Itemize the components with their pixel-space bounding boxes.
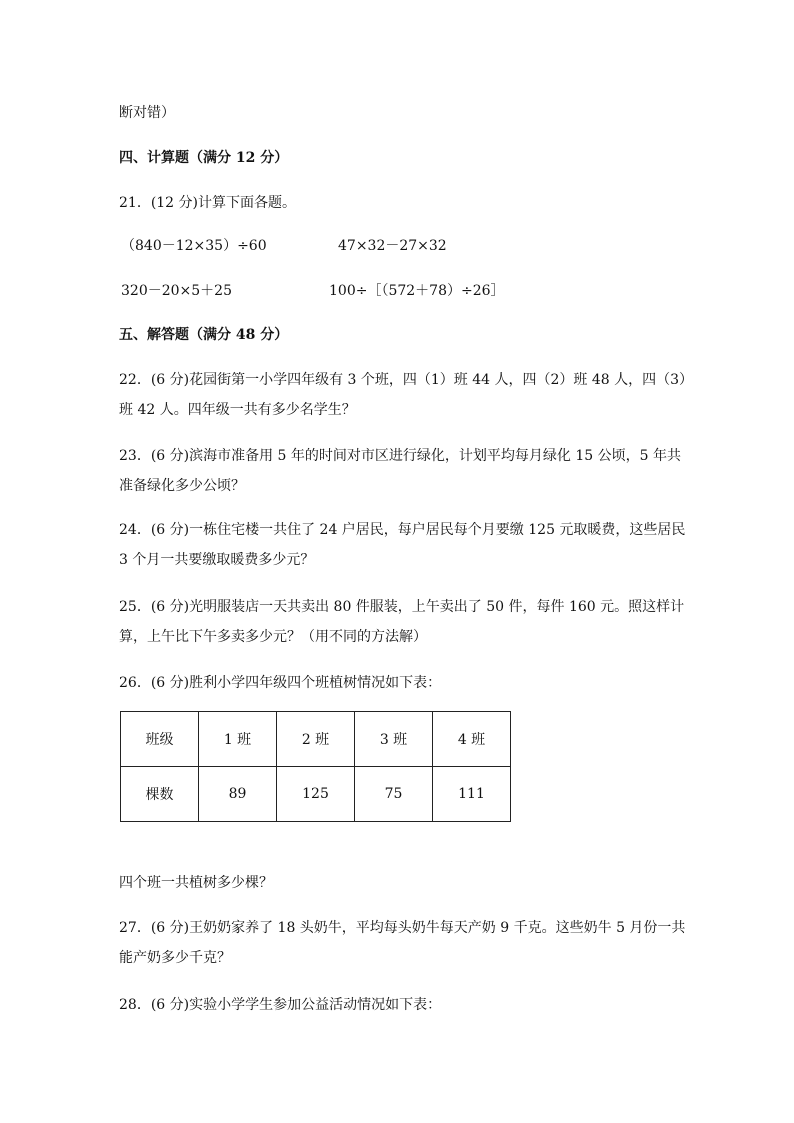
table-row — [121, 767, 511, 822]
q25-line1: 25．(6 分)光明服装店一天共卖出 80 件服装，上午卖出了 50 件，每件 160 元。照这样计 — [119, 599, 685, 615]
table-cell: 111 — [433, 767, 511, 822]
section5-heading: 五、解答题（满分 48 分） — [119, 327, 289, 343]
table-header-cell: 4 班 — [433, 712, 511, 767]
table-header-cell: 班级 — [121, 712, 199, 767]
q21-expression-1: （840－12×35）÷60 — [121, 238, 267, 254]
section4-heading: 四、计算题（满分 12 分） — [119, 150, 289, 166]
table-cell: 89 — [199, 767, 277, 822]
q27-line2: 能产奶多少千克？ — [119, 950, 231, 966]
q26-prompt: 26．(6 分)胜利小学四年级四个班植树情况如下表： — [119, 675, 442, 691]
table-header-cell: 2 班 — [277, 712, 355, 767]
table-cell: 75 — [355, 767, 433, 822]
q21-prompt: 21．(12 分)计算下面各题。 — [119, 195, 297, 211]
q28-prompt: 28．(6 分)实验小学学生参加公益活动情况如下表： — [119, 997, 442, 1013]
table-cell: 棵数 — [121, 767, 199, 822]
q23-line2: 准备绿化多少公顷？ — [119, 478, 245, 494]
q25-line2: 算，上午比下午多卖多少元？（用不同的方法解） — [119, 629, 427, 645]
q22-line1: 22．(6 分)花园街第一小学四年级有 3 个班，四（1）班 44 人，四（2）班 48 人，四（3） — [119, 372, 694, 388]
q24-line1: 24．(6 分)一栋住宅楼一共住了 24 户居民，每户居民每个月要缴 125 元取暖费，这些居民 — [119, 522, 686, 538]
table-header-cell: 3 班 — [355, 712, 433, 767]
table-header-row — [121, 712, 511, 767]
q26-question: 四个班一共植树多少棵？ — [119, 875, 273, 891]
q27-line1: 27．(6 分)王奶奶家养了 18 头奶牛，平均每头奶牛每天产奶 9 千克。这些奶牛 5 月份一共 — [119, 920, 686, 936]
q21-expression-3: 320－20×5＋25 — [121, 283, 232, 299]
q21-expression-4: 100÷［（572＋78）÷26］ — [329, 283, 505, 299]
table-header-cell: 1 班 — [199, 712, 277, 767]
q22-line2: 班 42 人。四年级一共有多少名学生？ — [119, 402, 356, 418]
tree-planting-table — [120, 711, 511, 822]
q23-line1: 23．(6 分)滨海市准备用 5 年的时间对市区进行绿化，计划平均每月绿化 15 公顷，5 年共 — [119, 448, 681, 464]
q21-expression-2: 47×32－27×32 — [338, 238, 447, 254]
q24-line2: 3 个月一共要缴取暖费多少元？ — [119, 552, 315, 568]
table-cell: 125 — [277, 767, 355, 822]
continued-text: 断对错） — [119, 105, 175, 121]
